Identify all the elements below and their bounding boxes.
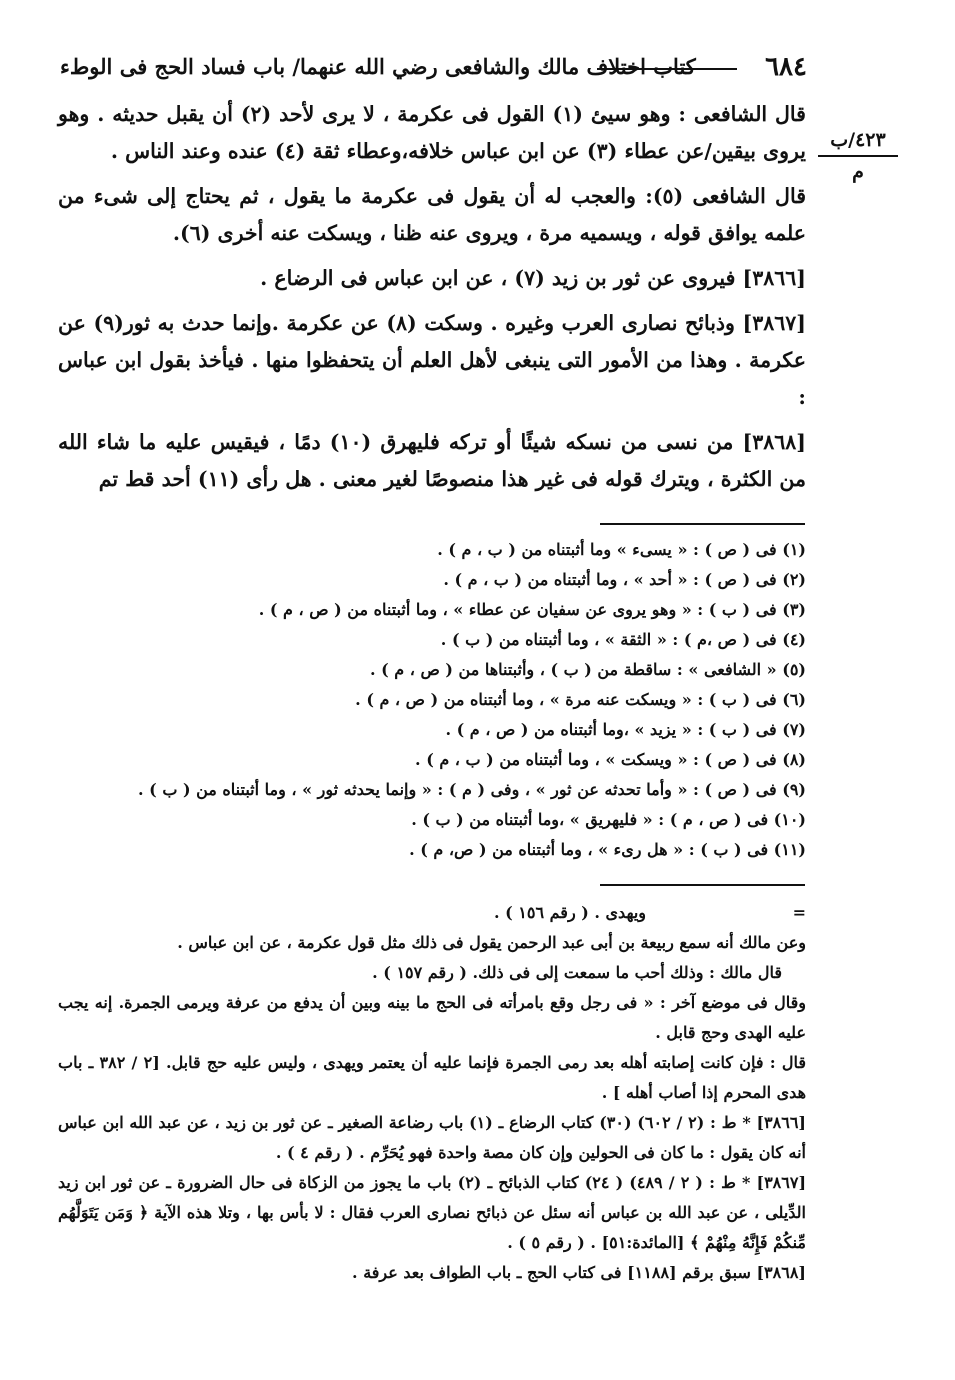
paragraph: قال الشافعى (٥): والعجب له أن يقول فى عكرمة ما يقول ، ثم يحتاج إلى شىء من علمه يوافق قوله ، ويسميه مرة ، ويروى عنه ظنا ، ويسكت عنه أخرى (٦). (58, 184, 806, 245)
footnote-separator (600, 523, 805, 525)
paragraph: قال الشافعى : وهو سيئ (١) القول فى عكرمة ، لا يرى لأحد (٢) أن يقبل حديثه . وهو يروى بيقين/عن عطاء (٣) عن ابن عباس خلافه،وعطاء ثقة (٤) عنده وعند الناس . (58, 102, 806, 163)
footnote: (١١) فى ( ب ) : « هل رىء » ، وما أثبتناه من ( ص، م ) . (409, 840, 806, 859)
footnote: (١) فى ( ص ) : « يسىء » وما أثبتناه من ( ب ، م ) . (437, 540, 806, 559)
running-title: كتاب اختلاف مالك والشافعى رضي الله عنهما/ باب فساد الحج فى الوطء (60, 54, 696, 79)
note-line: وعن مالك أنه سمع ربيعة بن أبى عبد الرحمن يقول فى ذلك مثل قول عكرمة ، عن ابن عباس . (177, 933, 806, 952)
source-notes (58, 898, 806, 1288)
variant-footnotes (58, 535, 806, 865)
footnote: (٢) فى ( ص ) : « أحد » ، وما أثبتناه من ( ب ، م ) . (443, 570, 806, 589)
footnote: (٦) فى ( ب ) : « ويسكت عنه مرة » ، وما أثبتناه من ( ص ، م ) . (355, 690, 806, 709)
note-line: [٣٨٦٦] * ط : (٢ / ٦٠٢) (٣٠) كتاب الرضاع ـ (١) باب رضاعة الصغير ـ عن ثور بن زيد ، عن عبد الله ابن عباس أنه كان يقول : ما كان فى الحولين وإن كان مصة واحدة فهو يُحَرِّم . ( رقم ٤ ) . (58, 1113, 806, 1162)
note-line: ويهدى . ( رقم ١٥٦ ) . (494, 903, 646, 922)
main-text (58, 96, 806, 506)
footnote: (٨) فى ( ص ) : « ويسكت » ، وما أثبتناه من ( ب ، م ) . (415, 750, 806, 769)
paragraph: [٣٨٦٦] فيروى عن ثور بن زيد (٧) ، عن ابن عباس فى الرضاع . (260, 266, 806, 290)
note-line: [٣٨٦٧] * ط : ( ٢ / ٤٨٩) ( ٢٤) كتاب الذبائح ـ (٢) باب ما يجوز من الزكاة فى حال الضرورة ـ عن ثور ابن زيد الدِّيلى ، عن عبد الله بن عباس أنه سئل عن ذبائح نصارى العرب فقال : لا بأس بها ، وتلا هذه الآية ﴿ وَمَن يَتَوَلَّهُم مِّنكُمْ فَإِنَّهُ مِنْهُمْ ﴾ [المائدة:٥١] . ( رقم ٥ ) . (58, 1173, 807, 1252)
paragraph: [٣٨٦٨] من نسى من نسكه شيئًا أو تركه فليهرق (١٠) دمًا ، فيقيس عليه ما شاء الله من الكثرة ، ويترك قوله فى غير هذا منصوصًا لغير معنى . هل رأى (١١) أحد قط تم (58, 430, 806, 491)
folio-rule (818, 155, 898, 157)
note-line: وقال فى موضع آخر : « فى رجل وقع بامرأته فى الحج ما بينه وبين أن يدفع من عرفة ويرمى الجمرة. إنه يجب عليه الهدى وحج قابل . (58, 993, 806, 1042)
margin-folio (818, 128, 898, 184)
footnote: (٥) « الشافعى » : ساقطة من ( ب ) ، وأثبتناها من ( ص ، م ) . (369, 660, 806, 679)
notes-separator (600, 884, 805, 886)
paragraph: [٣٨٦٧] وذبائح نصارى العرب وغيره . وسكت (٨) عن عكرمة .وإنما حدث به ثور(٩) عن عكرمة . وهذا من الأمور التى ينبغى لأهل العلم أن يتحفظوا منها . فيأخذ بقول ابن عباس : (58, 311, 806, 409)
running-header (60, 52, 807, 92)
folio-number: ٤٢٣/ب (830, 129, 886, 151)
note-line: [٣٨٦٨] سبق برقم [١١٨٨] فى كتاب الحج ـ باب الطواف بعد عرفة . (352, 1263, 806, 1282)
manuscript-siglum: م (852, 161, 864, 183)
note-line: قال مالك : وذلك أحب ما سمعت إلى فى ذلك. ( رقم ١٥٧ ) . (372, 963, 782, 982)
footnote: (٧) فى ( ب ) : « يزيد » ،وما أثبتناه من ( ص ، م ) . (445, 720, 806, 739)
continuation-mark: = (792, 903, 806, 922)
footnote: (٣) فى ( ب ) : « وهو يروى عن سفيان عن عطاء » ، وما أثبتناه من ( ص ، م ) . (258, 600, 806, 619)
page-number: ٦٨٤ (765, 52, 807, 82)
footnote: (١٠) فى ( ص ، م ) : « فليهريق » ،وما أثبتناه من ( ب ) . (411, 810, 806, 829)
footnote: (٤) فى ( ص ،م ) : « الثقة » ، وما أثبتناه من ( ب ) . (440, 630, 806, 649)
note-line: قال : فإن كانت إصابته أهله بعد رمى الجمرة فإنما عليه أن يعتمر ويهدى ، وليس عليه حج قابل. [٢ / ٣٨٢ ـ باب هدى المحرم إذا أصاب أهله ] . (58, 1053, 807, 1102)
footnote: (٩) فى ( ص ) : « وأما تحدثه عن ثور » ، وفى ( م ) : « وإنما يحدثه ثور » ، وما أثبتناه من ( ب ) . (138, 780, 806, 799)
